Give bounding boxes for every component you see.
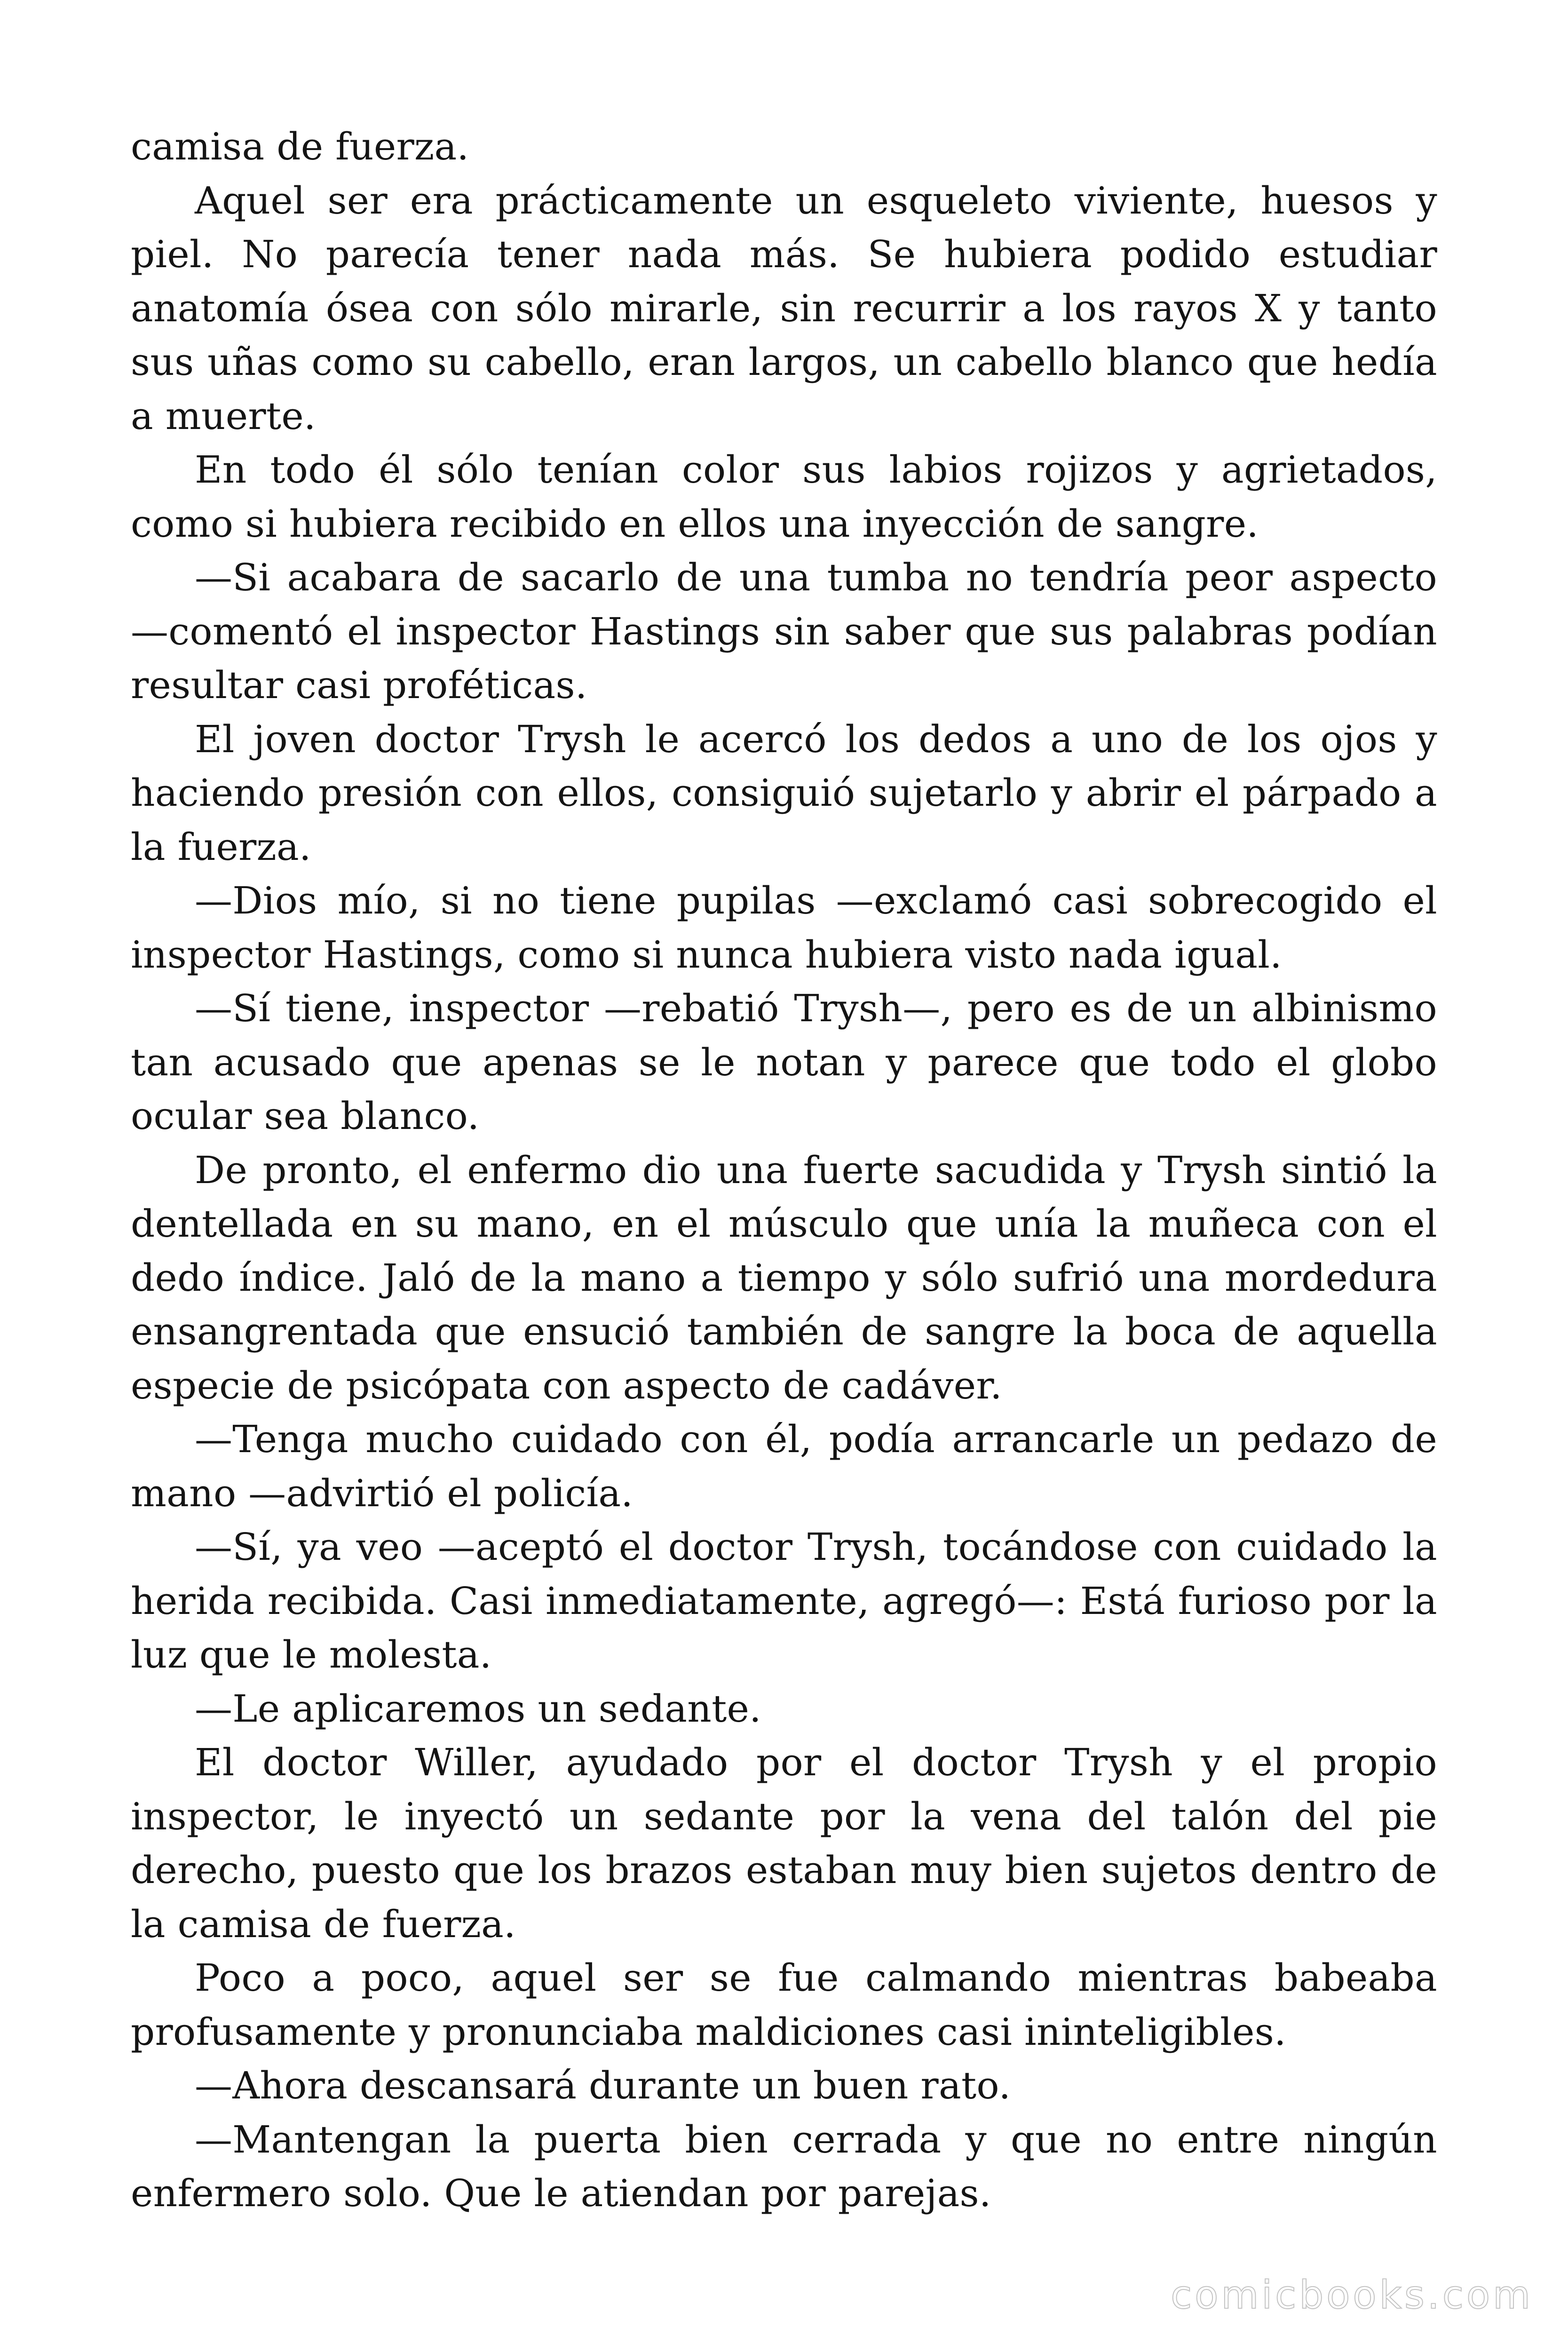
paragraph: Aquel ser era prácticamente un esqueleto viviente, huesos y piel. No parecía tener nada más. Se hubiera podido estudiar anatomía ósea con sólo mirarle, sin recurrir a los rayos X y tanto sus uñas como su cabello, eran largos, un cabello blanco que hedía a muerte. xyxy=(131,178,1437,438)
paragraph: —Ahora descansará durante un buen rato. xyxy=(195,2064,1011,2107)
paragraph: —Sí, ya veo —aceptó el doctor Trysh, tocándose con cuidado la herida recibida. Casi inmediatamente, agregó—: Está furioso por la luz que le molesta. xyxy=(131,1525,1437,1677)
paragraph: —Si acabara de sacarlo de una tumba no tendría peor aspecto —comentó el inspector Hastings sin saber que sus palabras podían resultar casi proféticas. xyxy=(131,556,1437,707)
paragraph: —Dios mío, si no tiene pupilas —exclamó casi sobrecogido el inspector Hastings, como si nunca hubiera visto nada igual. xyxy=(131,879,1437,977)
paragraph: De pronto, el enfermo dio una fuerte sacudida y Trysh sintió la dentellada en su mano, en el músculo que unía la muñeca con el dedo índice. Jaló de la mano a tiempo y sólo sufrió una mordedura ensangrentada que ensució también de sangre la boca de aquella especie de psicópata con aspecto de cadáver. xyxy=(131,1148,1437,1407)
paragraph: —Sí tiene, inspector —rebatió Trysh—, pero es de un albinismo tan acusado que apenas se le notan y parece que todo el globo ocular sea blanco. xyxy=(131,986,1437,1138)
paragraph: —Le aplicaremos un sedante. xyxy=(195,1686,761,1731)
body-text xyxy=(131,120,1437,2221)
paragraph-continuation: camisa de fuerza. xyxy=(131,125,469,168)
paragraph: —Mantengan la puerta bien cerrada y que no entre ningún enfermero solo. Que le atiendan por parejas. xyxy=(131,2117,1437,2215)
paragraph: Poco a poco, aquel ser se fue calmando mientras babeaba profusamente y pronunciaba maldiciones casi ininteligibles. xyxy=(131,1956,1437,2054)
paragraph: El doctor Willer, ayudado por el doctor Trysh y el propio inspector, le inyectó un sedante por la vena del talón del pie derecho, puesto que los brazos estaban muy bien sujetos dentro de la camisa de fuerza. xyxy=(131,1740,1437,1946)
watermark: comicbooks.com xyxy=(1171,2273,1533,2318)
paragraph: En todo él sólo tenían color sus labios rojizos y agrietados, como si hubiera recibido en ellos una inyección de sangre. xyxy=(131,448,1437,546)
paragraph: —Tenga mucho cuidado con él, podía arrancarle un pedazo de mano —advirtió el policía. xyxy=(131,1417,1437,1515)
paragraph: El joven doctor Trysh le acercó los dedos a uno de los ojos y haciendo presión con ellos, consiguió sujetarlo y abrir el párpado a la fuerza. xyxy=(131,717,1437,869)
